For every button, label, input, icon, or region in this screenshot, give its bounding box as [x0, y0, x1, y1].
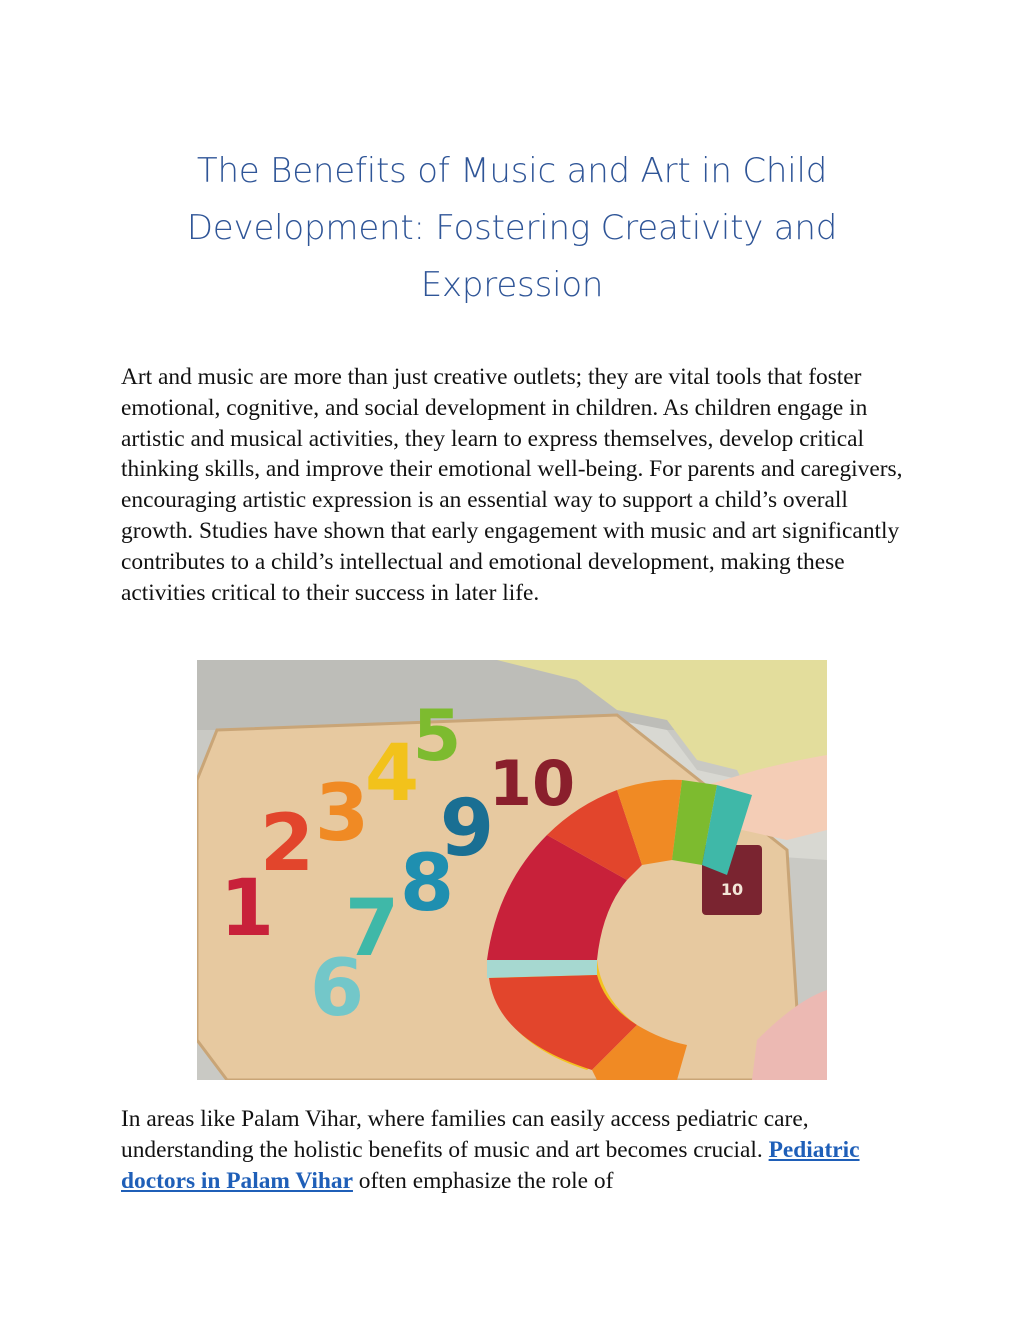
title-line-3: Expression — [420, 265, 604, 305]
tray-label: 10 — [720, 880, 744, 899]
numeral-3: 3 — [314, 769, 370, 859]
numeral-9: 9 — [439, 784, 495, 874]
title-line-2: Development: Fostering Creativity and — [186, 208, 838, 248]
numeral-2: 2 — [259, 799, 315, 889]
numeral-5: 5 — [412, 695, 462, 777]
numeral-7: 7 — [344, 884, 400, 974]
title-line-1: The Benefits of Music and Art in Child — [196, 151, 828, 191]
pediatric-doctors-link[interactable]: Pediatric doctors in Palam Vihar — [121, 1136, 860, 1194]
numeral-8: 8 — [399, 839, 455, 929]
toy-puzzle-photo — [197, 660, 827, 1080]
paragraph2-text-end: often emphasize the role of — [352, 1167, 614, 1194]
numeral-10: 10 — [488, 747, 576, 820]
paragraph2-text-start: In areas like Palam Vihar, where families can easily access pediatric care, understanding the holistic benefits of music and art becomes crucial. — [121, 1106, 809, 1163]
intro-paragraph: Art and music are more than just creative outlets; they are vital tools that foster emotional, cognitive, and social development in children. As children engage in artistic and musical activities, they learn to express themselves, develop critical thinking skills, and improve their emotional well-being. For parents and caregivers, encouraging artistic expression is an essential way to support a child’s overall growth. Studies have shown that early engagement with music and art significantly contributes to a child’s intellectual and emotional development, making these activities critical to their success in later life. — [121, 364, 903, 606]
numeral-1: 1 — [219, 864, 275, 954]
numeral-6: 6 — [309, 944, 365, 1034]
page-title — [120, 143, 904, 314]
numeral-4: 4 — [364, 729, 420, 819]
palam-vihar-paragraph — [121, 1104, 921, 1196]
